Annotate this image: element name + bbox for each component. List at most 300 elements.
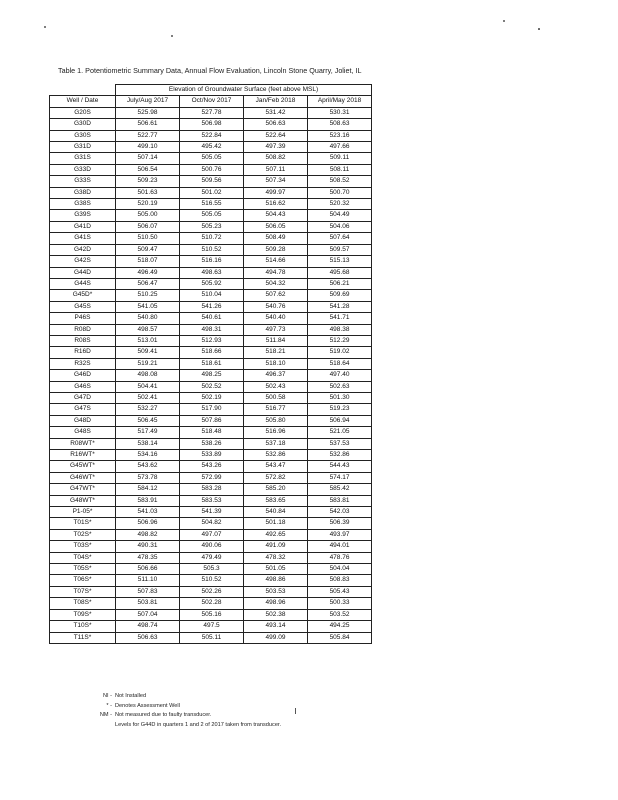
elevation-cell: 509.41 <box>116 347 180 358</box>
note-text: Denotes Assessment Well <box>115 702 180 709</box>
group-header: Elevation of Groundwater Surface (feet above MSL) <box>116 85 372 96</box>
well-id-cell: G45D* <box>50 290 116 301</box>
elevation-cell: 508.83 <box>308 575 372 586</box>
elevation-cell: 519.23 <box>308 404 372 415</box>
well-id-cell: G30S <box>50 130 116 141</box>
elevation-cell: 572.99 <box>180 472 244 483</box>
elevation-cell: 515.13 <box>308 256 372 267</box>
well-id-cell: G33S <box>50 176 116 187</box>
table-row <box>50 472 372 483</box>
column-header-jan-feb-2018: Jan/Feb 2018 <box>244 96 308 107</box>
elevation-cell: 537.53 <box>308 438 372 449</box>
elevation-cell: 522.84 <box>180 130 244 141</box>
scan-speck <box>503 20 505 22</box>
elevation-cell: 523.16 <box>308 130 372 141</box>
elevation-cell: 518.61 <box>180 358 244 369</box>
elevation-cell: 509.11 <box>308 153 372 164</box>
elevation-cell: 504.41 <box>116 381 180 392</box>
blank-corner-cell <box>50 85 116 96</box>
elevation-cell: 538.14 <box>116 438 180 449</box>
elevation-cell: 498.25 <box>180 370 244 381</box>
elevation-cell: 516.55 <box>180 199 244 210</box>
elevation-cell: 540.61 <box>180 313 244 324</box>
table-row <box>50 290 372 301</box>
elevation-cell: 508.11 <box>308 164 372 175</box>
elevation-cell: 492.65 <box>244 529 308 540</box>
table-row <box>50 529 372 540</box>
elevation-cell: 540.84 <box>244 507 308 518</box>
elevation-cell: 583.81 <box>308 495 372 506</box>
table-row <box>50 358 372 369</box>
column-header-oct-nov-2017: Oct/Nov 2017 <box>180 96 244 107</box>
elevation-cell: 537.18 <box>244 438 308 449</box>
elevation-cell: 583.53 <box>180 495 244 506</box>
well-id-cell: P1-05* <box>50 507 116 518</box>
elevation-cell: 502.41 <box>116 392 180 403</box>
elevation-cell: 540.40 <box>244 313 308 324</box>
elevation-cell: 510.04 <box>180 290 244 301</box>
well-id-cell: P46S <box>50 313 116 324</box>
well-id-cell: T09S* <box>50 609 116 620</box>
elevation-cell: 509.69 <box>308 290 372 301</box>
elevation-cell: 518.64 <box>308 358 372 369</box>
table-row <box>50 552 372 563</box>
elevation-cell: 505.05 <box>180 210 244 221</box>
elevation-cell: 510.25 <box>116 290 180 301</box>
table-row <box>50 176 372 187</box>
elevation-cell: 506.07 <box>116 221 180 232</box>
table-row <box>50 609 372 620</box>
table-row <box>50 347 372 358</box>
elevation-cell: 541.05 <box>116 301 180 312</box>
elevation-cell: 504.82 <box>180 518 244 529</box>
table-row <box>50 142 372 153</box>
note-key: * - <box>106 702 112 709</box>
well-id-cell: R08WT* <box>50 438 116 449</box>
elevation-cell: 518.66 <box>180 347 244 358</box>
table-row <box>50 256 372 267</box>
table-row <box>50 335 372 346</box>
elevation-cell: 504.49 <box>308 210 372 221</box>
table-row <box>50 495 372 506</box>
elevation-cell: 496.37 <box>244 370 308 381</box>
elevation-cell: 584.12 <box>116 484 180 495</box>
elevation-cell: 506.63 <box>244 119 308 130</box>
table-row <box>50 450 372 461</box>
elevation-cell: 507.64 <box>308 233 372 244</box>
elevation-cell: 499.10 <box>116 142 180 153</box>
elevation-cell: 498.08 <box>116 370 180 381</box>
column-header-row <box>50 96 372 107</box>
table-row <box>50 187 372 198</box>
table-row <box>50 621 372 632</box>
elevation-cell: 510.52 <box>180 244 244 255</box>
note-text: Not measured due to faulty transducer. <box>115 712 212 718</box>
note-item <box>98 721 281 731</box>
elevation-cell: 544.43 <box>308 461 372 472</box>
elevation-cell: 503.53 <box>244 586 308 597</box>
well-id-cell: G20S <box>50 107 116 118</box>
elevation-cell: 517.90 <box>180 404 244 415</box>
elevation-cell: 499.09 <box>244 632 308 643</box>
table-row <box>50 210 372 221</box>
elevation-cell: 504.04 <box>308 564 372 575</box>
elevation-cell: 585.20 <box>244 484 308 495</box>
elevation-cell: 514.66 <box>244 256 308 267</box>
elevation-cell: 507.62 <box>244 290 308 301</box>
table-row <box>50 164 372 175</box>
table-caption: Table 1. Potentiometric Summary Data, Annual Flow Evaluation, Lincoln Stone Quarry, Joliet, IL <box>58 66 362 75</box>
elevation-cell: 507.14 <box>116 153 180 164</box>
column-header-well: Well / Date <box>50 96 116 107</box>
elevation-cell: 543.62 <box>116 461 180 472</box>
scan-speck <box>538 28 540 30</box>
table-row <box>50 370 372 381</box>
well-id-cell: G42D <box>50 244 116 255</box>
table-row <box>50 278 372 289</box>
elevation-cell: 532.27 <box>116 404 180 415</box>
well-id-cell: G38D <box>50 187 116 198</box>
well-id-cell: T07S* <box>50 586 116 597</box>
table-row <box>50 598 372 609</box>
elevation-cell: 506.61 <box>116 119 180 130</box>
elevation-cell: 541.28 <box>308 301 372 312</box>
table-row <box>50 221 372 232</box>
well-id-cell: G47WT* <box>50 484 116 495</box>
elevation-cell: 505.23 <box>180 221 244 232</box>
elevation-cell: 510.72 <box>180 233 244 244</box>
table-row <box>50 507 372 518</box>
elevation-cell: 533.89 <box>180 450 244 461</box>
table-row <box>50 438 372 449</box>
elevation-cell: 511.10 <box>116 575 180 586</box>
well-id-cell: G38S <box>50 199 116 210</box>
elevation-cell: 497.07 <box>180 529 244 540</box>
elevation-cell: 508.63 <box>308 119 372 130</box>
elevation-cell: 497.66 <box>308 142 372 153</box>
elevation-cell: 506.98 <box>180 119 244 130</box>
elevation-cell: 506.47 <box>116 278 180 289</box>
elevation-cell: 510.52 <box>180 575 244 586</box>
elevation-cell: 503.52 <box>308 609 372 620</box>
elevation-cell: 508.82 <box>244 153 308 164</box>
well-id-cell: G44S <box>50 278 116 289</box>
elevation-cell: 498.96 <box>244 598 308 609</box>
elevation-cell: 491.09 <box>244 541 308 552</box>
elevation-cell: 497.5 <box>180 621 244 632</box>
elevation-cell: 527.78 <box>180 107 244 118</box>
elevation-cell: 502.19 <box>180 392 244 403</box>
elevation-cell: 506.94 <box>308 415 372 426</box>
table-row <box>50 541 372 552</box>
elevation-cell: 479.49 <box>180 552 244 563</box>
elevation-cell: 506.54 <box>116 164 180 175</box>
elevation-cell: 512.29 <box>308 335 372 346</box>
table-row <box>50 564 372 575</box>
note-text: Levels for G44D in quarters 1 and 2 of 2017 taken from transducer. <box>115 721 282 728</box>
elevation-cell: 498.74 <box>116 621 180 632</box>
elevation-cell: 541.26 <box>180 301 244 312</box>
elevation-cell: 573.78 <box>116 472 180 483</box>
elevation-cell: 500.70 <box>308 187 372 198</box>
elevation-cell: 509.28 <box>244 244 308 255</box>
elevation-cell: 543.47 <box>244 461 308 472</box>
elevation-cell: 505.43 <box>308 586 372 597</box>
elevation-cell: 506.96 <box>116 518 180 529</box>
elevation-cell: 516.62 <box>244 199 308 210</box>
table-row <box>50 586 372 597</box>
elevation-cell: 505.3 <box>180 564 244 575</box>
scan-speck <box>44 26 46 28</box>
elevation-cell: 501.63 <box>116 187 180 198</box>
well-id-cell: G42S <box>50 256 116 267</box>
well-id-cell: R16WT* <box>50 450 116 461</box>
elevation-cell: 583.91 <box>116 495 180 506</box>
elevation-cell: 585.42 <box>308 484 372 495</box>
elevation-cell: 540.80 <box>116 313 180 324</box>
elevation-cell: 542.03 <box>308 507 372 518</box>
elevation-cell: 506.45 <box>116 415 180 426</box>
elevation-cell: 518.07 <box>116 256 180 267</box>
elevation-cell: 532.86 <box>244 450 308 461</box>
well-id-cell: T01S* <box>50 518 116 529</box>
elevation-cell: 509.57 <box>308 244 372 255</box>
elevation-cell: 490.31 <box>116 541 180 552</box>
elevation-cell: 522.77 <box>116 130 180 141</box>
elevation-cell: 518.48 <box>180 427 244 438</box>
table-row <box>50 381 372 392</box>
elevation-cell: 509.47 <box>116 244 180 255</box>
elevation-cell: 583.28 <box>180 484 244 495</box>
well-id-cell: G46S <box>50 381 116 392</box>
elevation-cell: 498.38 <box>308 324 372 335</box>
well-id-cell: R08S <box>50 335 116 346</box>
well-id-cell: G31D <box>50 142 116 153</box>
elevation-cell: 501.02 <box>180 187 244 198</box>
well-id-cell: G39S <box>50 210 116 221</box>
well-id-cell: G48S <box>50 427 116 438</box>
note-text: Not Installed <box>115 693 147 699</box>
well-id-cell: T03S* <box>50 541 116 552</box>
elevation-cell: 507.34 <box>244 176 308 187</box>
elevation-cell: 583.65 <box>244 495 308 506</box>
well-id-cell: R08D <box>50 324 116 335</box>
note-item <box>98 702 281 712</box>
column-header-apr-may-2018: April/May 2018 <box>308 96 372 107</box>
table-row <box>50 392 372 403</box>
elevation-cell: 505.00 <box>116 210 180 221</box>
well-id-cell: G45S <box>50 301 116 312</box>
well-id-cell: T10S* <box>50 621 116 632</box>
table-row <box>50 324 372 335</box>
elevation-cell: 500.33 <box>308 598 372 609</box>
well-id-cell: G48D <box>50 415 116 426</box>
table-row <box>50 632 372 643</box>
well-id-cell: R32S <box>50 358 116 369</box>
elevation-cell: 505.16 <box>180 609 244 620</box>
table-row <box>50 130 372 141</box>
table-row <box>50 313 372 324</box>
elevation-cell: 543.26 <box>180 461 244 472</box>
elevation-cell: 516.77 <box>244 404 308 415</box>
elevation-cell: 502.26 <box>180 586 244 597</box>
group-header-row <box>50 85 372 96</box>
elevation-cell: 507.86 <box>180 415 244 426</box>
table-row <box>50 404 372 415</box>
elevation-cell: 505.84 <box>308 632 372 643</box>
elevation-cell: 478.76 <box>308 552 372 563</box>
elevation-cell: 507.11 <box>244 164 308 175</box>
scan-speck <box>295 708 296 714</box>
note-item <box>98 711 281 721</box>
elevation-cell: 574.17 <box>308 472 372 483</box>
table-row <box>50 484 372 495</box>
elevation-cell: 478.35 <box>116 552 180 563</box>
table-row <box>50 301 372 312</box>
elevation-cell: 509.23 <box>116 176 180 187</box>
elevation-cell: 501.18 <box>244 518 308 529</box>
scan-speck <box>171 35 173 37</box>
elevation-cell: 495.42 <box>180 142 244 153</box>
elevation-cell: 495.68 <box>308 267 372 278</box>
elevation-cell: 538.26 <box>180 438 244 449</box>
elevation-cell: 500.76 <box>180 164 244 175</box>
table-row <box>50 427 372 438</box>
well-id-cell: T04S* <box>50 552 116 563</box>
elevation-cell: 532.86 <box>308 450 372 461</box>
elevation-cell: 516.16 <box>180 256 244 267</box>
well-id-cell: R16D <box>50 347 116 358</box>
elevation-cell: 534.16 <box>116 450 180 461</box>
table-body <box>50 107 372 643</box>
elevation-cell: 518.21 <box>244 347 308 358</box>
table-row <box>50 199 372 210</box>
elevation-cell: 499.97 <box>244 187 308 198</box>
elevation-cell: 512.93 <box>180 335 244 346</box>
well-id-cell: G47D <box>50 392 116 403</box>
elevation-cell: 505.92 <box>180 278 244 289</box>
elevation-cell: 494.25 <box>308 621 372 632</box>
table-row <box>50 415 372 426</box>
well-id-cell: G45WT* <box>50 461 116 472</box>
elevation-cell: 519.02 <box>308 347 372 358</box>
elevation-cell: 508.49 <box>244 233 308 244</box>
column-header-jul-aug-2017: July/Aug 2017 <box>116 96 180 107</box>
elevation-cell: 506.39 <box>308 518 372 529</box>
elevation-cell: 505.05 <box>180 153 244 164</box>
table-row <box>50 153 372 164</box>
elevation-cell: 541.71 <box>308 313 372 324</box>
elevation-cell: 498.57 <box>116 324 180 335</box>
well-id-cell: G41S <box>50 233 116 244</box>
elevation-cell: 507.04 <box>116 609 180 620</box>
well-id-cell: G33D <box>50 164 116 175</box>
elevation-cell: 496.49 <box>116 267 180 278</box>
elevation-cell: 502.52 <box>180 381 244 392</box>
elevation-cell: 504.32 <box>244 278 308 289</box>
table-row <box>50 244 372 255</box>
elevation-cell: 504.06 <box>308 221 372 232</box>
note-item <box>98 692 281 702</box>
well-id-cell: T11S* <box>50 632 116 643</box>
elevation-cell: 494.78 <box>244 267 308 278</box>
elevation-cell: 490.06 <box>180 541 244 552</box>
note-key: NI - <box>102 693 112 699</box>
elevation-cell: 572.82 <box>244 472 308 483</box>
elevation-cell: 531.42 <box>244 107 308 118</box>
elevation-cell: 493.14 <box>244 621 308 632</box>
well-id-cell: G48WT* <box>50 495 116 506</box>
elevation-cell: 513.01 <box>116 335 180 346</box>
elevation-cell: 540.76 <box>244 301 308 312</box>
well-id-cell: G31S <box>50 153 116 164</box>
elevation-cell: 506.63 <box>116 632 180 643</box>
elevation-cell: 510.50 <box>116 233 180 244</box>
elevation-cell: 511.84 <box>244 335 308 346</box>
table-row <box>50 233 372 244</box>
well-id-cell: T06S* <box>50 575 116 586</box>
table-notes <box>98 692 281 730</box>
elevation-cell: 478.32 <box>244 552 308 563</box>
elevation-cell: 508.52 <box>308 176 372 187</box>
elevation-cell: 501.05 <box>244 564 308 575</box>
elevation-cell: 502.28 <box>180 598 244 609</box>
table-row <box>50 107 372 118</box>
elevation-cell: 493.97 <box>308 529 372 540</box>
elevation-cell: 507.83 <box>116 586 180 597</box>
elevation-cell: 516.96 <box>244 427 308 438</box>
elevation-cell: 502.43 <box>244 381 308 392</box>
note-key: NM - <box>99 712 112 718</box>
well-id-cell: G46WT* <box>50 472 116 483</box>
well-id-cell: T08S* <box>50 598 116 609</box>
elevation-cell: 506.21 <box>308 278 372 289</box>
elevation-cell: 522.64 <box>244 130 308 141</box>
elevation-cell: 530.31 <box>308 107 372 118</box>
elevation-cell: 498.82 <box>116 529 180 540</box>
elevation-cell: 505.80 <box>244 415 308 426</box>
elevation-cell: 498.63 <box>180 267 244 278</box>
elevation-cell: 506.05 <box>244 221 308 232</box>
elevation-cell: 505.11 <box>180 632 244 643</box>
elevation-cell: 520.32 <box>308 199 372 210</box>
elevation-cell: 497.40 <box>308 370 372 381</box>
elevation-cell: 497.73 <box>244 324 308 335</box>
elevation-cell: 525.98 <box>116 107 180 118</box>
elevation-cell: 501.30 <box>308 392 372 403</box>
well-id-cell: G44D <box>50 267 116 278</box>
well-id-cell: T05S* <box>50 564 116 575</box>
elevation-cell: 509.56 <box>180 176 244 187</box>
well-id-cell: G47S <box>50 404 116 415</box>
groundwater-elevation-table <box>49 84 372 644</box>
elevation-cell: 498.31 <box>180 324 244 335</box>
elevation-cell: 504.43 <box>244 210 308 221</box>
well-id-cell: T02S* <box>50 529 116 540</box>
table-row <box>50 575 372 586</box>
elevation-cell: 518.10 <box>244 358 308 369</box>
elevation-cell: 519.21 <box>116 358 180 369</box>
elevation-cell: 502.63 <box>308 381 372 392</box>
elevation-cell: 494.01 <box>308 541 372 552</box>
table-row <box>50 119 372 130</box>
elevation-cell: 506.66 <box>116 564 180 575</box>
table-row <box>50 461 372 472</box>
table-row <box>50 518 372 529</box>
elevation-cell: 541.03 <box>116 507 180 518</box>
elevation-cell: 517.49 <box>116 427 180 438</box>
elevation-cell: 503.81 <box>116 598 180 609</box>
